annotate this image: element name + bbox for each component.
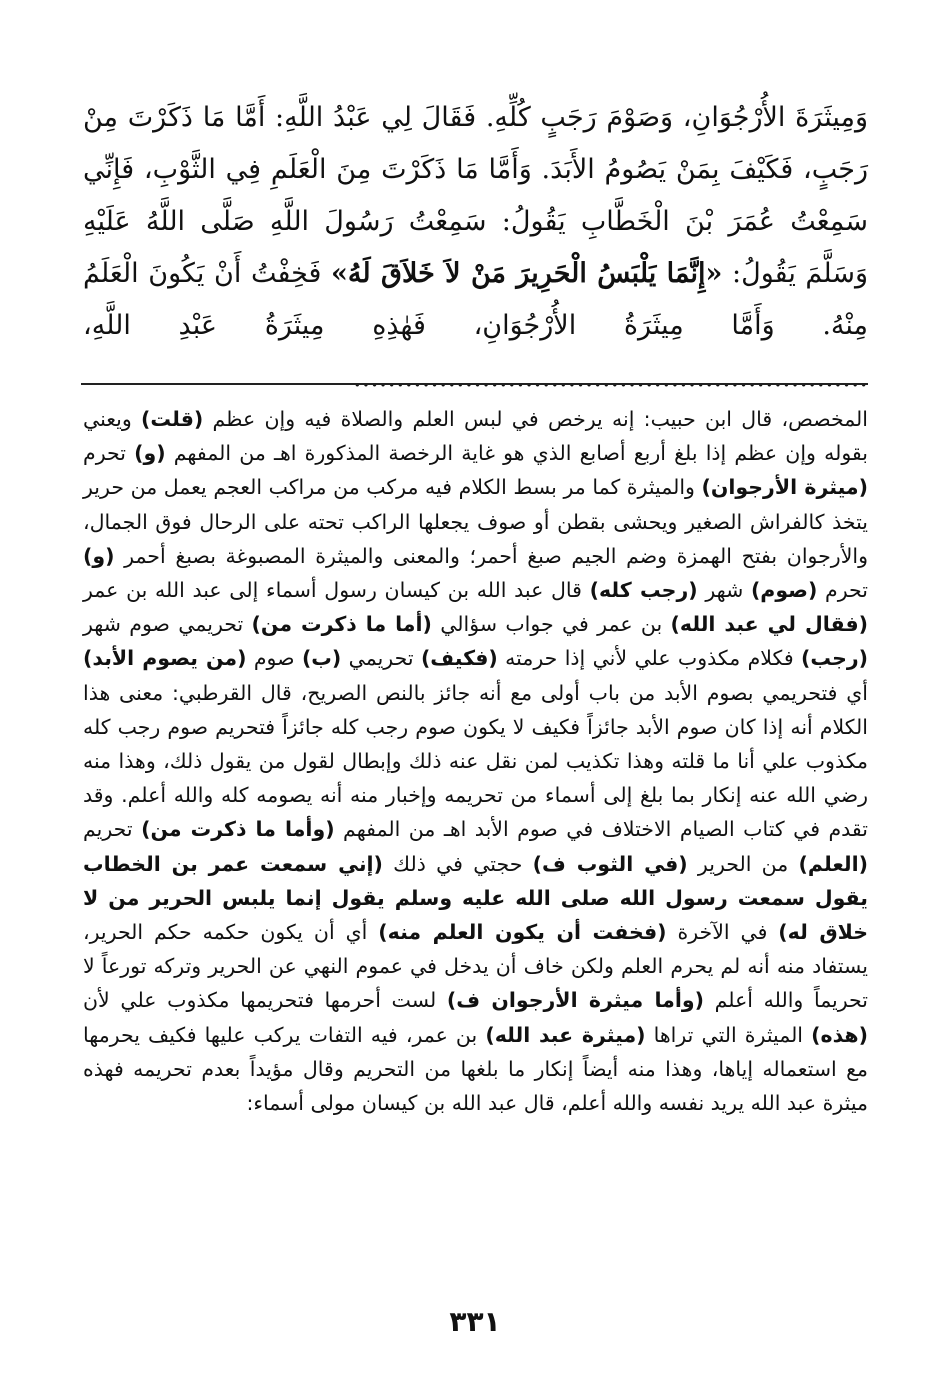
commentary-quoted-phrase: (فكيف): [420, 646, 498, 671]
commentary-segment: فكلام مكذوب علي لأني إذا حرمته: [497, 646, 801, 671]
commentary-segment: تحريم: [83, 817, 142, 842]
hadith-paragraph: [83, 92, 868, 404]
commentary-segment: حجتي في ذلك: [382, 851, 533, 876]
page-number: ٣٣١: [449, 1305, 501, 1338]
hadith-text-part-1: وَمِيثَرَةَ الأُرْجُوَانِ، وَصَوْمَ رَجَبٍ كُلِّهِ. فَقَالَ لِي عَبْدُ اللَّهِ: أَمَّا مَا ذَكَرْتَ مِنْ رَجَبٍ، فَكَيْفَ بِمَنْ يَصُومُ الأَبَدَ. وَأَمَّا مَا ذَكَرْتَ مِنَ الْعَلَمِ فِي الثَّوْبِ، فَإِنِّي سَمِعْتُ عُمَرَ بْنَ الْخَطَّابِ يَقُولُ: سَمِعْتُ رَسُولَ اللَّهِ صَلَّى اللَّهُ عَلَيْهِ وَسَلَّمَ يَقُولُ:: [83, 102, 868, 289]
commentary-quoted-phrase: (رجب): [801, 646, 869, 671]
commentary-segment: تحرم: [817, 578, 868, 603]
commentary-segment: تحريمي صوم شهر: [83, 612, 252, 637]
footnote-divider: [81, 383, 868, 385]
commentary-segment: لست أحرمها فتحريمها مكذوب علي لأن: [83, 988, 447, 1013]
commentary-segment: الميثرة التي تراها: [645, 1022, 812, 1047]
hadith-main-text: [83, 92, 868, 404]
commentary-quoted-phrase: (و): [134, 441, 166, 466]
commentary-quoted-phrase: (و): [83, 543, 115, 568]
commentary-quoted-phrase: (وأما ميثرة الأرجوان ف): [446, 988, 704, 1013]
commentary-quoted-phrase: (إني سمعت عمر بن الخطاب يقول سمعت رسول الله صلى الله عليه وسلم يقول إنما يلبس الحرير من لا خلاق له): [83, 851, 869, 945]
commentary-quoted-phrase: (قلت): [141, 407, 204, 431]
commentary-quoted-phrase: (وأما ما ذكرت من): [141, 817, 335, 842]
commentary-segment: ويعني بقوله وإن عظم إذا بلغ أربع أصابع الذي هو غاية الرخصة المذكورة اهـ من المفهم: [83, 407, 868, 466]
commentary-segment: أي أن يكون حكمه حكم الحرير، يستفاد منه أنه لم يحرم العلم ولكن خاف أن يدخل في عموم النهي عن الحرير وتركه تورعاً لا تحريماً والله أعلم: [83, 920, 868, 1013]
commentary-segment: في الآخرة: [666, 920, 779, 945]
commentary-quoted-phrase: (صوم): [750, 578, 818, 603]
commentary-quoted-phrase: (ميثرة الأرجوان): [701, 475, 868, 500]
commentary-segment: قال عبد الله بن كيسان رسول أسماء إلى عبد الله بن عمر: [83, 578, 590, 603]
hadith-continuation-dots: ............................................................: [353, 362, 868, 393]
commentary-segment: بن عمر، فيه التفات يركب عليها فكيف يحرمها مع استعماله إياها، وهذا منه أيضاً إنكار ما بلغها من التحريم وقال مؤيداً بعدم تحريمه فهذه ميثرة عبد الله يريد نفسه والله أعلم، قال عبد الله بن كيسان مولى أسماء:: [83, 1022, 868, 1116]
hadith-prophetic-quote: «إِنَّمَا يَلْبَسُ الْحَرِيرَ مَنْ لاَ خَلاَقَ لَهُ»: [331, 258, 723, 289]
commentary-quoted-phrase: (ميثرة عبد الله): [485, 1022, 646, 1047]
commentary-segment: المخصص، قال ابن حبيب: إنه يرخص في لبس العلم والصلاة فيه وإن عظم: [203, 407, 868, 431]
commentary-segment: شهر: [697, 578, 751, 603]
commentary-quoted-phrase: (رجب كله): [589, 578, 698, 603]
commentary-segment: أي فتحريمي بصوم الأبد من باب أولى مع أنه جائز بالنص الصريح، قال القرطبي: معنى هذا الكلام أنه إذا كان صوم الأبد جائزاً فكيف لا يكون صوم رجب كله جائزاً فتحريم صوم رجب كله مكذوب علي أنا ما قلته وهذا تكذيب لمن نقل عنه ذلك وإبطال لقول من يقول ذلك، وهذا منه رضي الله عنه إنكار بما بلغ إلى أسماء من تحريمه وإخبار منه أنه يصومه كله والله أعلم. وقد تقدم في كتاب الصيام الاختلاف في صوم الأبد اهـ من المفهم: [83, 680, 868, 842]
commentary-segment: صوم: [246, 646, 302, 671]
commentary-quoted-phrase: (فخفت أن يكون العلم منه): [378, 920, 667, 945]
commentary-segment: تحريمي: [341, 646, 421, 671]
commentary-quoted-phrase: (العلم): [798, 851, 869, 876]
commentary-paragraph: [83, 402, 868, 1120]
commentary-segment: تحرم: [83, 441, 135, 466]
hadith-text-part-2: فَخِفْتُ أَنْ يَكُونَ الْعَلَمُ مِنْهُ. وَأَمَّا مِيثَرَةُ الأُرْجُوَانِ، فَهٰذِهِ مِيثَرَةُ عَبْدِ اللَّهِ،: [83, 258, 868, 341]
commentary-segment: من الحرير: [687, 851, 799, 876]
commentary-quoted-phrase: (فقال لي عبد الله): [670, 612, 868, 637]
commentary-segment: بن عمر في جواب سؤالي: [431, 612, 671, 637]
commentary-quoted-phrase: (في الثوب ف): [532, 851, 688, 876]
commentary-quoted-phrase: (ب): [301, 646, 342, 671]
commentary-quoted-phrase: (أما ما ذكرت من): [251, 612, 432, 637]
commentary-segment: والميثرة كما مر بسط الكلام فيه مركب من مراكب العجم يعمل من حرير يتخذ كالفراش الصغير ويحشى بقطن أو صوف يجعلها الراكب تحته على الرحال فوق الجمال، والأرجوان بفتح الهمزة وضم الجيم صبغ أحمر؛ والمعنى والميثرة المصبوغة بصبغ أحمر: [83, 475, 868, 568]
commentary-text: [83, 402, 868, 1120]
commentary-quoted-phrase: (من يصوم الأبد): [83, 646, 247, 671]
commentary-quoted-phrase: (هذه): [811, 1022, 869, 1047]
